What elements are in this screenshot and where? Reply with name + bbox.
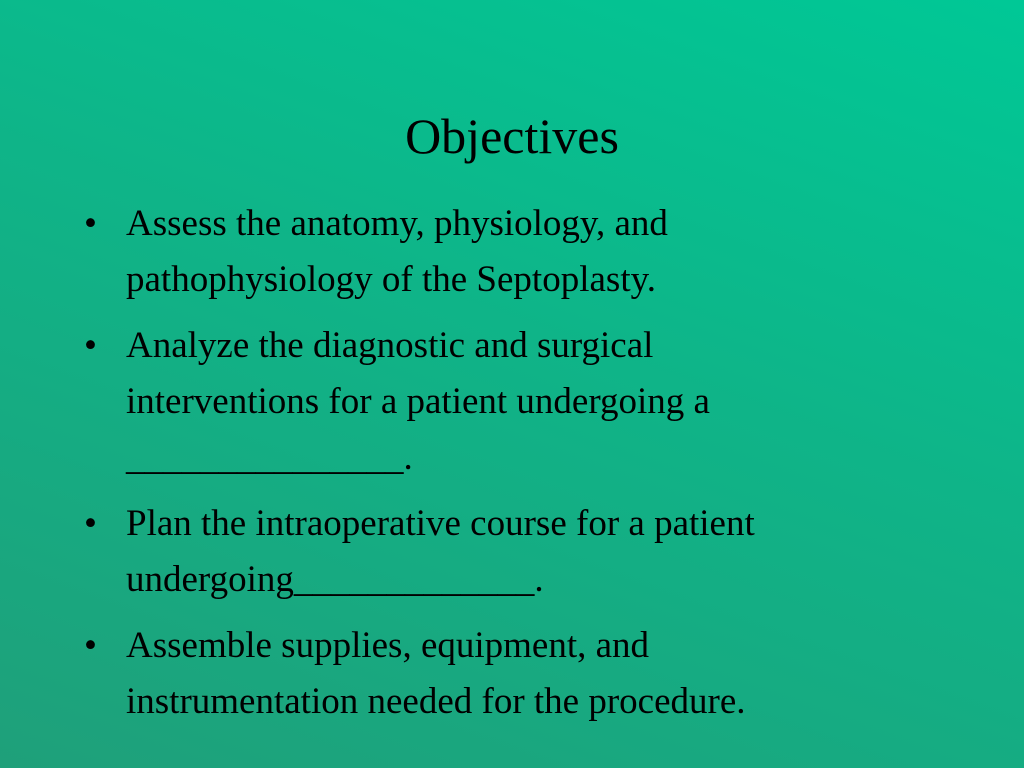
list-item	[84, 618, 944, 730]
bullet-text-line: Assemble supplies, equipment, and	[126, 625, 650, 666]
list-item	[84, 196, 944, 308]
bullet-icon: •	[84, 625, 97, 666]
bullet-text-line: Assess the anatomy, physiology, and	[126, 203, 668, 244]
bullet-icon: •	[84, 203, 97, 244]
bullet-text-line: pathophysiology of the Septoplasty.	[126, 259, 656, 300]
bullet-icon: •	[84, 503, 97, 544]
bullet-text-line: Analyze the diagnostic and surgical	[126, 325, 654, 366]
objectives-list	[84, 196, 944, 740]
bullet-text-line: _______________.	[126, 437, 413, 478]
slide-title: Objectives	[405, 108, 619, 164]
bullet-text-line: Plan the intraoperative course for a patient	[126, 503, 755, 544]
bullet-text-line: undergoing_____________.	[126, 559, 544, 600]
bullet-icon: •	[84, 325, 97, 366]
bullet-text-line: interventions for a patient undergoing a	[126, 381, 710, 422]
bullet-text-line: instrumentation needed for the procedure.	[126, 681, 746, 722]
list-item	[84, 318, 944, 486]
list-item	[84, 496, 944, 608]
